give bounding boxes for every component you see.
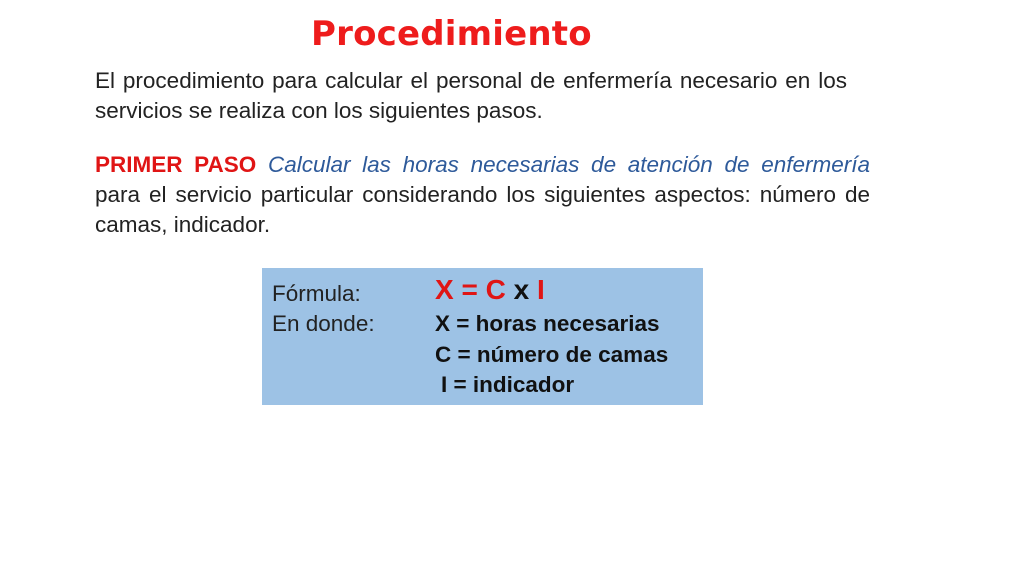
formula-row [272, 274, 545, 307]
intro-paragraph: El procedimiento para calcular el personal de enfermería necesario en los servicios se realiza con los siguientes pasos. [95, 68, 847, 123]
formula-x-equals-c: X = C [435, 274, 506, 305]
step-highlight: Calcular las horas necesarias de atención de enfermería [267, 152, 870, 177]
definition-c: C = número de camas [435, 342, 669, 367]
slide-title: Procedimiento [311, 14, 592, 54]
step-description: para el servicio particular considerando los siguientes aspectos: número de camas, indicador. [95, 182, 870, 237]
formula-i: I [536, 274, 545, 305]
definition-x: X = horas necesarias [435, 311, 660, 336]
formula-expression [435, 274, 545, 306]
formula-box [262, 268, 703, 405]
where-label: En donde: [272, 311, 375, 336]
definitions-row [272, 311, 660, 337]
formula-times: x [513, 274, 530, 305]
first-step-paragraph [95, 150, 870, 240]
step-label: PRIMER PASO [95, 152, 257, 177]
formula-label: Fórmula: [272, 281, 361, 306]
definition-i: I = indicador [441, 372, 575, 397]
